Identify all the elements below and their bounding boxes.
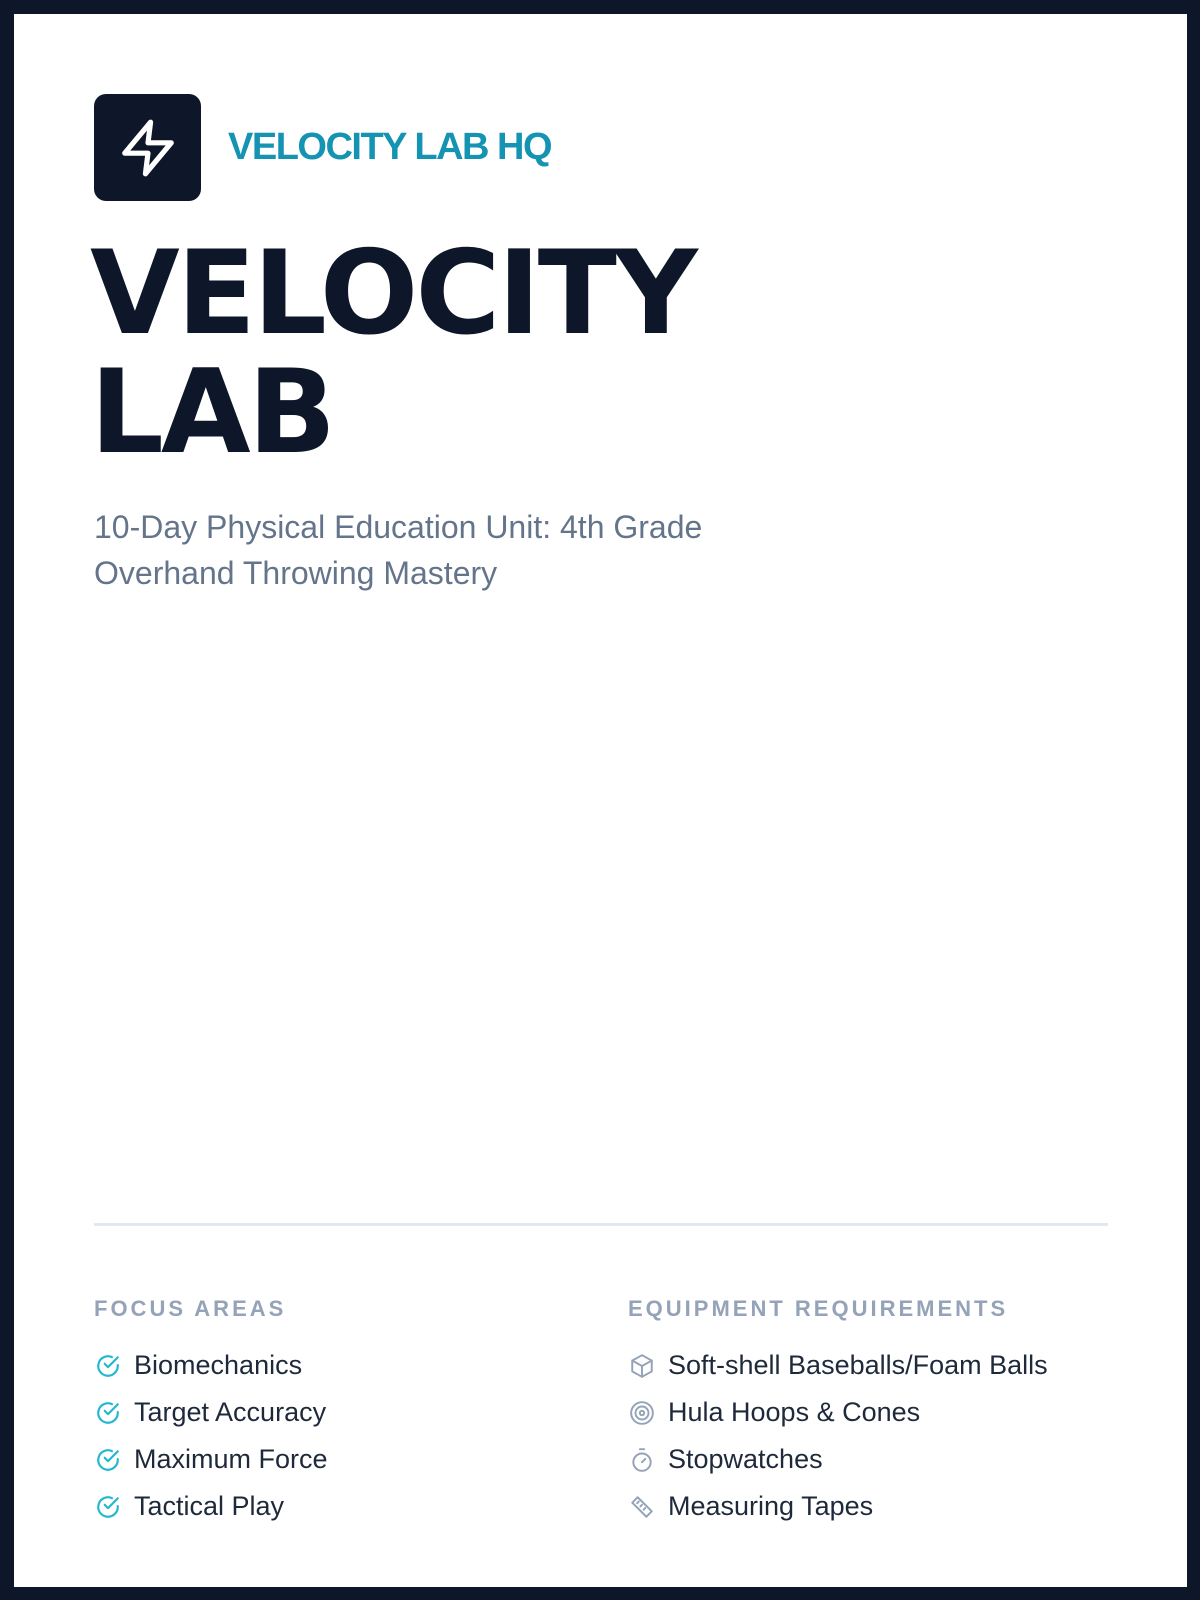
equipment-item-label: Measuring Tapes bbox=[668, 1491, 874, 1521]
logo bbox=[94, 94, 201, 201]
focus-areas-heading: FOCUS AREAS bbox=[94, 1296, 287, 1321]
list-item bbox=[94, 1483, 328, 1530]
equipment-heading: EQUIPMENT REQUIREMENTS bbox=[628, 1296, 1009, 1321]
check-circle-icon bbox=[94, 1493, 122, 1521]
list-item bbox=[628, 1436, 1048, 1483]
box-icon bbox=[628, 1352, 656, 1380]
check-circle-icon bbox=[94, 1446, 122, 1474]
list-item bbox=[94, 1342, 328, 1389]
equipment-section bbox=[628, 1294, 1048, 1530]
focus-item-label: Tactical Play bbox=[134, 1491, 285, 1521]
list-item bbox=[94, 1389, 328, 1436]
focus-item-label: Biomechanics bbox=[134, 1350, 303, 1380]
equipment-item-label: Hula Hoops & Cones bbox=[668, 1397, 921, 1427]
brand-header bbox=[94, 94, 551, 201]
list-item bbox=[94, 1436, 328, 1483]
list-item bbox=[628, 1483, 1048, 1530]
title-line-2: LAB bbox=[90, 345, 334, 480]
check-circle-icon bbox=[94, 1352, 122, 1380]
ruler-icon bbox=[628, 1493, 656, 1521]
check-circle-icon bbox=[94, 1399, 122, 1427]
list-item bbox=[628, 1389, 1048, 1436]
list-item bbox=[628, 1342, 1048, 1389]
lightning-bolt-icon bbox=[117, 117, 179, 179]
focus-item-label: Maximum Force bbox=[134, 1444, 328, 1474]
divider bbox=[94, 1223, 1108, 1226]
focus-item-label: Target Accuracy bbox=[134, 1397, 327, 1427]
equipment-item-label: Stopwatches bbox=[668, 1444, 823, 1474]
title-line-1: VELOCITY bbox=[90, 226, 695, 361]
page-title bbox=[90, 226, 695, 480]
target-icon bbox=[628, 1399, 656, 1427]
subtitle: 10-Day Physical Education Unit: 4th Grade Overhand Throwing Mastery bbox=[94, 509, 703, 591]
cover-page bbox=[14, 14, 1187, 1587]
equipment-item-label: Soft-shell Baseballs/Foam Balls bbox=[668, 1350, 1048, 1380]
stopwatch-icon bbox=[628, 1446, 656, 1474]
brand-name: VELOCITY LAB HQ bbox=[228, 126, 552, 168]
focus-areas-section bbox=[94, 1294, 328, 1530]
